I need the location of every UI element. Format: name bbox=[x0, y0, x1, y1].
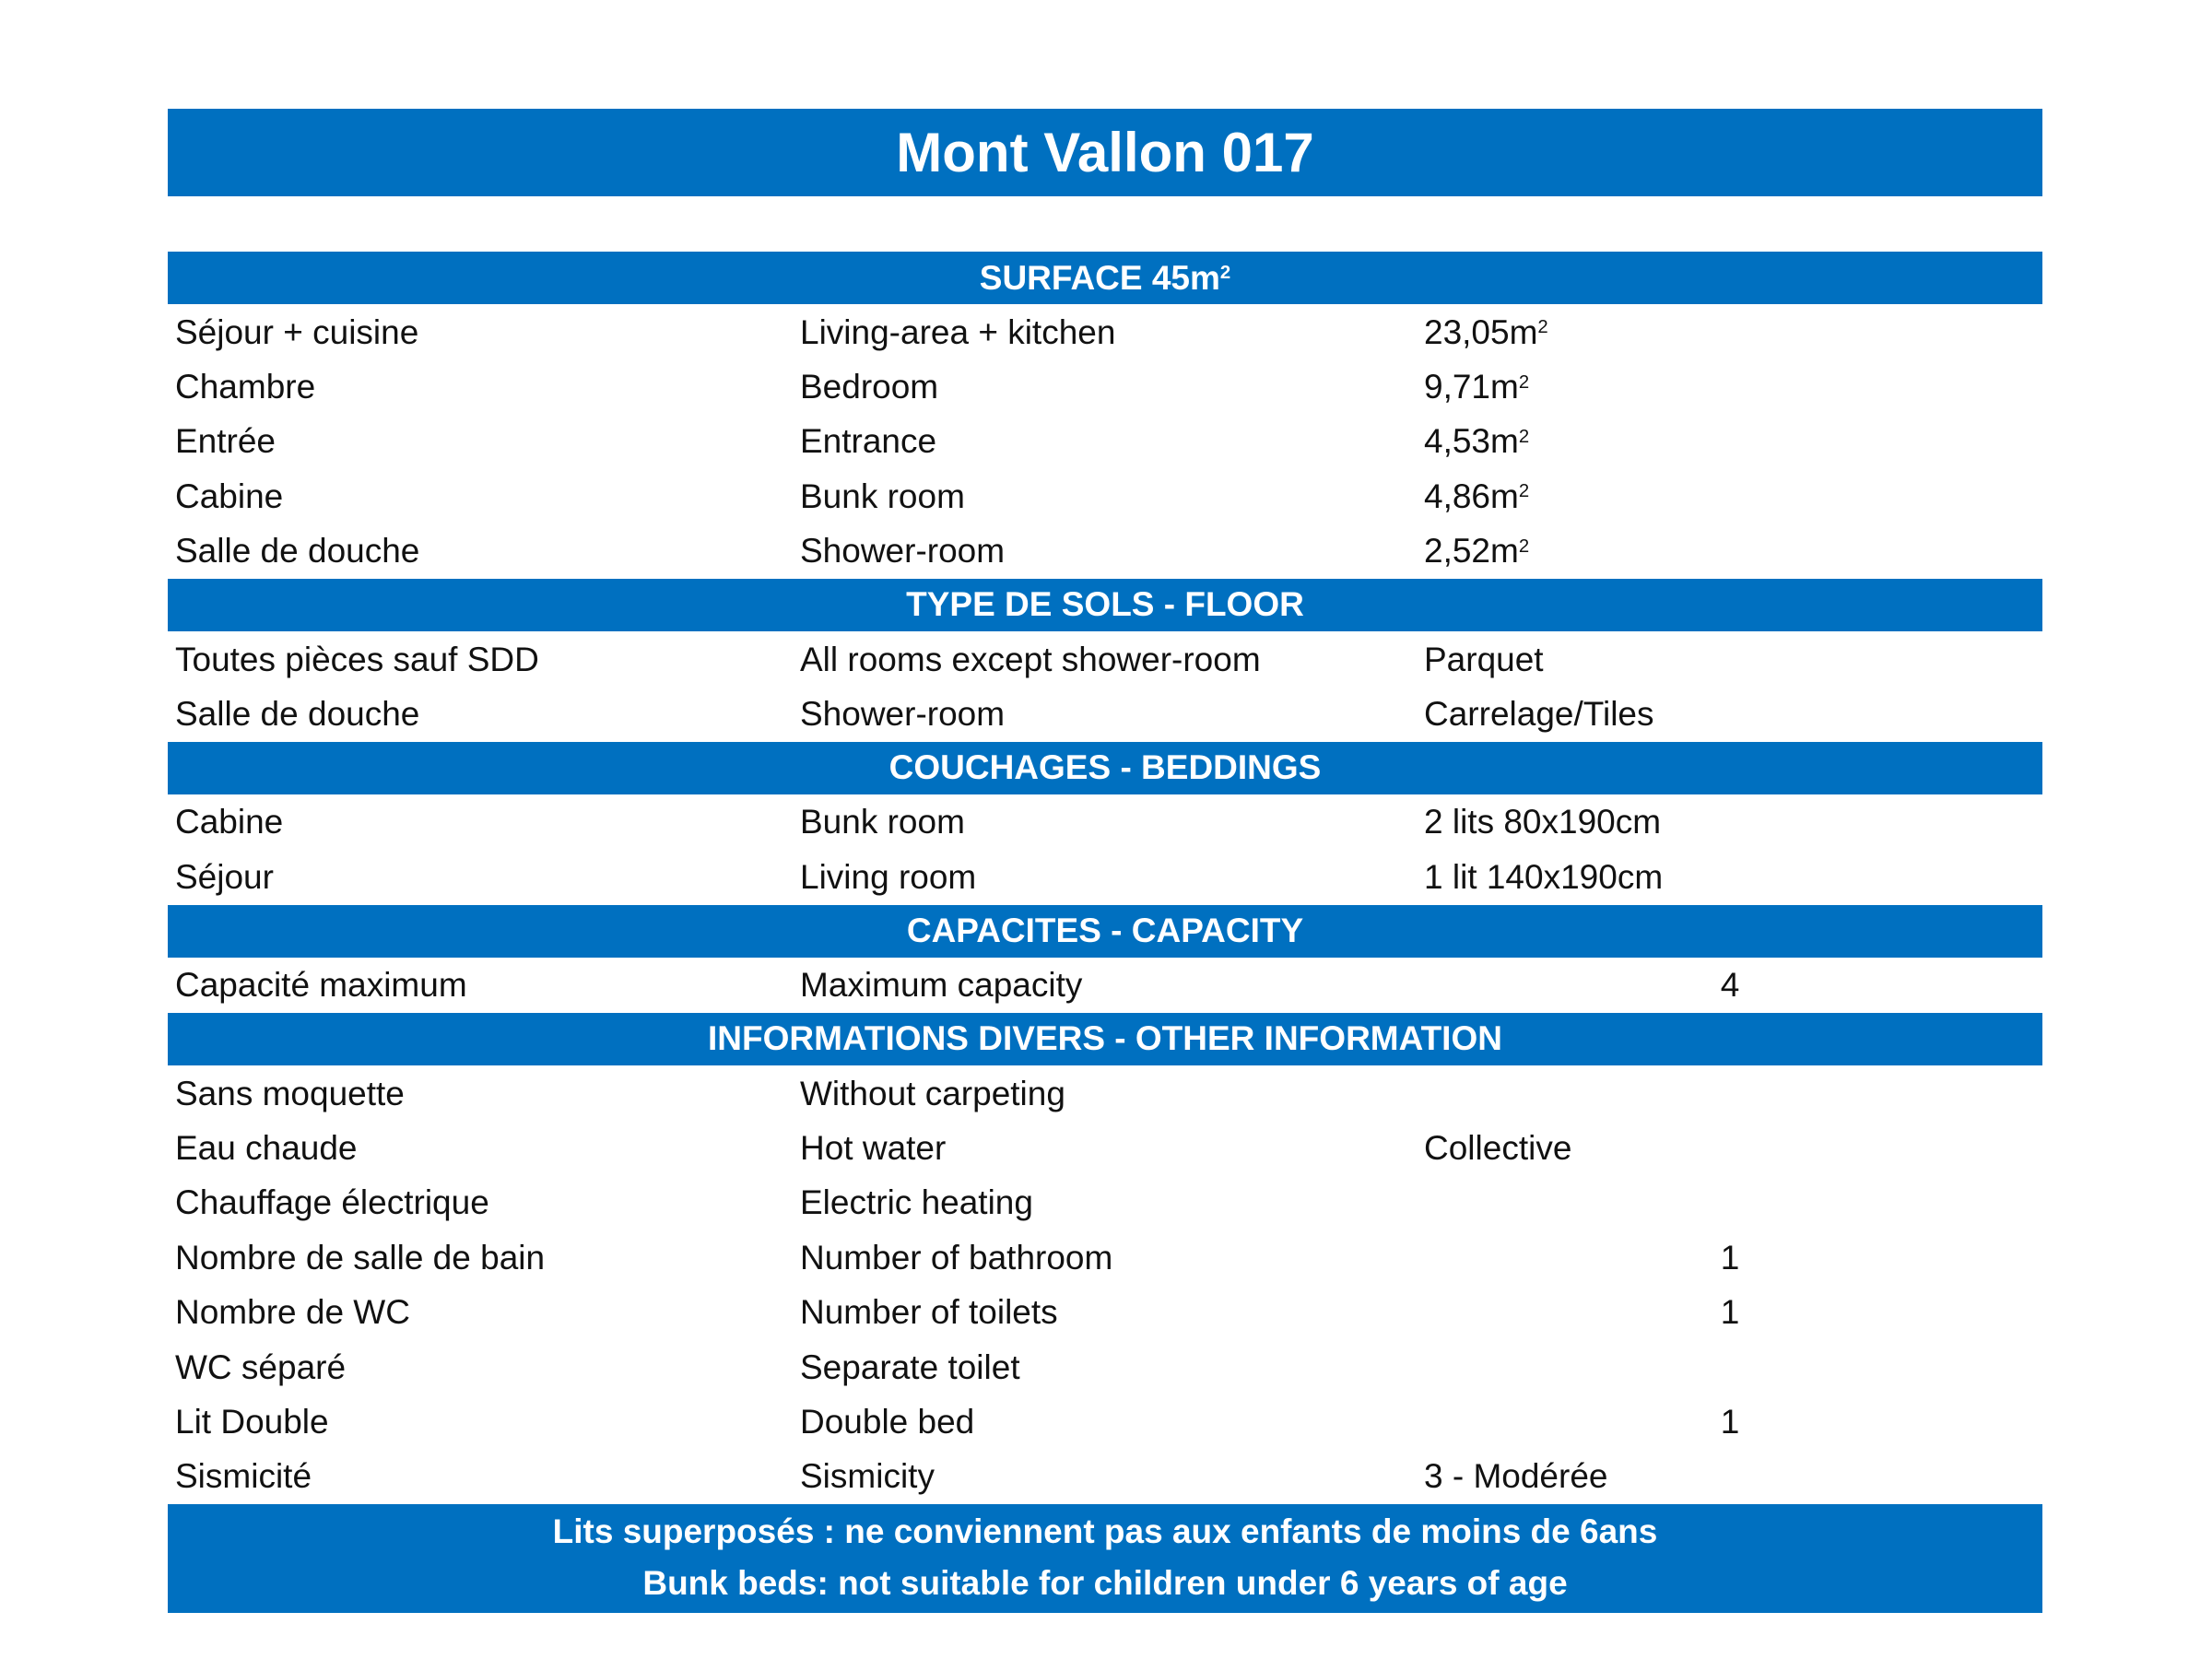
table-row bbox=[168, 687, 2042, 741]
english-label: Bunk room bbox=[800, 477, 965, 515]
table-row bbox=[168, 1450, 2042, 1504]
spacer bbox=[168, 196, 2042, 252]
english-label: Entrance bbox=[800, 422, 937, 461]
value-cell bbox=[1417, 1121, 2042, 1175]
section-header-surface bbox=[168, 252, 2042, 305]
french-label: Capacité maximum bbox=[175, 966, 467, 1005]
count-value: 1 bbox=[1720, 1402, 1740, 1441]
count-value: 1 bbox=[1720, 1238, 1740, 1277]
value-cell bbox=[1417, 305, 2042, 359]
value-cell bbox=[1417, 850, 2042, 904]
french-label: Nombre de salle de bain bbox=[175, 1238, 546, 1277]
warning-line-french: Lits superposés : ne conviennent pas aux enfants de moins de 6ans bbox=[552, 1512, 1658, 1551]
value-text: 9,71m bbox=[1424, 368, 1519, 406]
english-label: Living room bbox=[800, 857, 977, 896]
section-header-beddings bbox=[168, 742, 2042, 795]
count-value: 4 bbox=[1720, 966, 1740, 1005]
table-row bbox=[168, 1340, 2042, 1394]
section-header-surface-text: SURFACE 45m bbox=[979, 258, 1220, 297]
french-label: Salle de douche bbox=[175, 695, 420, 734]
english-label: All rooms except shower-room bbox=[800, 640, 1261, 678]
english-label: Electric heating bbox=[800, 1183, 1033, 1222]
section-header-other-information-text: INFORMATIONS DIVERS - OTHER INFORMATION bbox=[708, 1019, 1502, 1058]
english-label: Double bed bbox=[800, 1402, 975, 1441]
section-header-capacity bbox=[168, 905, 2042, 959]
table-row bbox=[168, 1394, 2042, 1449]
english-label: Bunk room bbox=[800, 803, 965, 841]
value-cell bbox=[1417, 687, 2042, 741]
french-label: WC séparé bbox=[175, 1347, 347, 1386]
value-cell bbox=[1417, 524, 2042, 579]
value-cell bbox=[1417, 1450, 2042, 1504]
value-text: 3 - Modérée bbox=[1424, 1457, 1608, 1496]
french-label: Entrée bbox=[175, 422, 276, 461]
superscript: 2 bbox=[1518, 426, 1530, 447]
table-row bbox=[168, 1230, 2042, 1285]
english-label: Hot water bbox=[800, 1128, 947, 1167]
table-row bbox=[168, 1066, 2042, 1121]
table-row bbox=[168, 1285, 2042, 1339]
french-label: Sismicité bbox=[175, 1457, 312, 1496]
superscript: 2 bbox=[1537, 317, 1548, 338]
french-label: Eau chaude bbox=[175, 1128, 358, 1167]
french-label: Cabine bbox=[175, 803, 284, 841]
table-row bbox=[168, 359, 2042, 414]
french-label: Chambre bbox=[175, 368, 316, 406]
value-cell bbox=[1417, 469, 2042, 524]
superscript: 2 bbox=[1518, 371, 1530, 393]
page-title bbox=[168, 109, 2042, 196]
table-row bbox=[168, 1121, 2042, 1175]
value-cell bbox=[1417, 1176, 2042, 1230]
section-header-other-information bbox=[168, 1013, 2042, 1066]
value-text: 23,05m bbox=[1424, 312, 1538, 351]
superscript: 2 bbox=[1518, 535, 1530, 557]
value-text: Carrelage/Tiles bbox=[1424, 695, 1654, 734]
value-text: 4,86m bbox=[1424, 477, 1519, 515]
table-row bbox=[168, 959, 2042, 1013]
table-row bbox=[168, 795, 2042, 850]
section-header-capacity-text: CAPACITES - CAPACITY bbox=[906, 912, 1304, 950]
english-label: Shower-room bbox=[800, 532, 1006, 571]
property-sheet bbox=[168, 109, 2042, 1613]
english-label: Living-area + kitchen bbox=[800, 312, 1116, 351]
superscript: 2 bbox=[1518, 481, 1530, 502]
french-label: Cabine bbox=[175, 477, 284, 515]
french-label: Toutes pièces sauf SDD bbox=[175, 640, 539, 678]
value-cell bbox=[1417, 632, 2042, 687]
section-header-beddings-text: COUCHAGES - BEDDINGS bbox=[888, 748, 1322, 787]
french-label: Lit Double bbox=[175, 1402, 329, 1441]
warning-line-english: Bunk beds: not suitable for children under 6 years of age bbox=[642, 1564, 1568, 1603]
english-label: Maximum capacity bbox=[800, 966, 1083, 1005]
value-cell bbox=[1417, 1285, 2042, 1339]
value-cell bbox=[1417, 359, 2042, 414]
english-label: Number of toilets bbox=[800, 1293, 1058, 1332]
count-value: 1 bbox=[1720, 1293, 1740, 1332]
english-label: Bedroom bbox=[800, 368, 939, 406]
value-text: 1 lit 140x190cm bbox=[1424, 857, 1664, 896]
section-header-floor bbox=[168, 579, 2042, 632]
french-label: Nombre de WC bbox=[175, 1293, 410, 1332]
value-cell bbox=[1417, 1066, 2042, 1121]
value-text: Parquet bbox=[1424, 640, 1544, 678]
french-label: Sans moquette bbox=[175, 1074, 405, 1112]
value-cell bbox=[1417, 1394, 2042, 1449]
value-text: 4,53m bbox=[1424, 422, 1519, 461]
value-cell bbox=[1417, 415, 2042, 469]
french-label: Séjour + cuisine bbox=[175, 312, 419, 351]
value-cell bbox=[1417, 795, 2042, 850]
english-label: Separate toilet bbox=[800, 1347, 1020, 1386]
superscript: 2 bbox=[1219, 262, 1231, 283]
english-label: Shower-room bbox=[800, 695, 1006, 734]
english-label: Number of bathroom bbox=[800, 1238, 1113, 1277]
value-text: 2,52m bbox=[1424, 532, 1519, 571]
french-label: Séjour bbox=[175, 857, 274, 896]
table-row bbox=[168, 850, 2042, 904]
french-label: Chauffage électrique bbox=[175, 1183, 489, 1222]
value-cell bbox=[1417, 959, 2042, 1013]
english-label: Sismicity bbox=[800, 1457, 935, 1496]
table-row bbox=[168, 415, 2042, 469]
value-cell bbox=[1417, 1230, 2042, 1285]
page-title-text: Mont Vallon 017 bbox=[896, 122, 1314, 183]
value-text: Collective bbox=[1424, 1128, 1572, 1167]
bunk-bed-warning bbox=[168, 1504, 2042, 1613]
english-label: Without carpeting bbox=[800, 1074, 1065, 1112]
section-header-floor-text: TYPE DE SOLS - FLOOR bbox=[906, 585, 1304, 624]
table-row bbox=[168, 1176, 2042, 1230]
value-cell bbox=[1417, 1340, 2042, 1394]
french-label: Salle de douche bbox=[175, 532, 420, 571]
table-row bbox=[168, 524, 2042, 579]
table-row bbox=[168, 305, 2042, 359]
table-row bbox=[168, 632, 2042, 687]
value-text: 2 lits 80x190cm bbox=[1424, 803, 1662, 841]
table-row bbox=[168, 469, 2042, 524]
